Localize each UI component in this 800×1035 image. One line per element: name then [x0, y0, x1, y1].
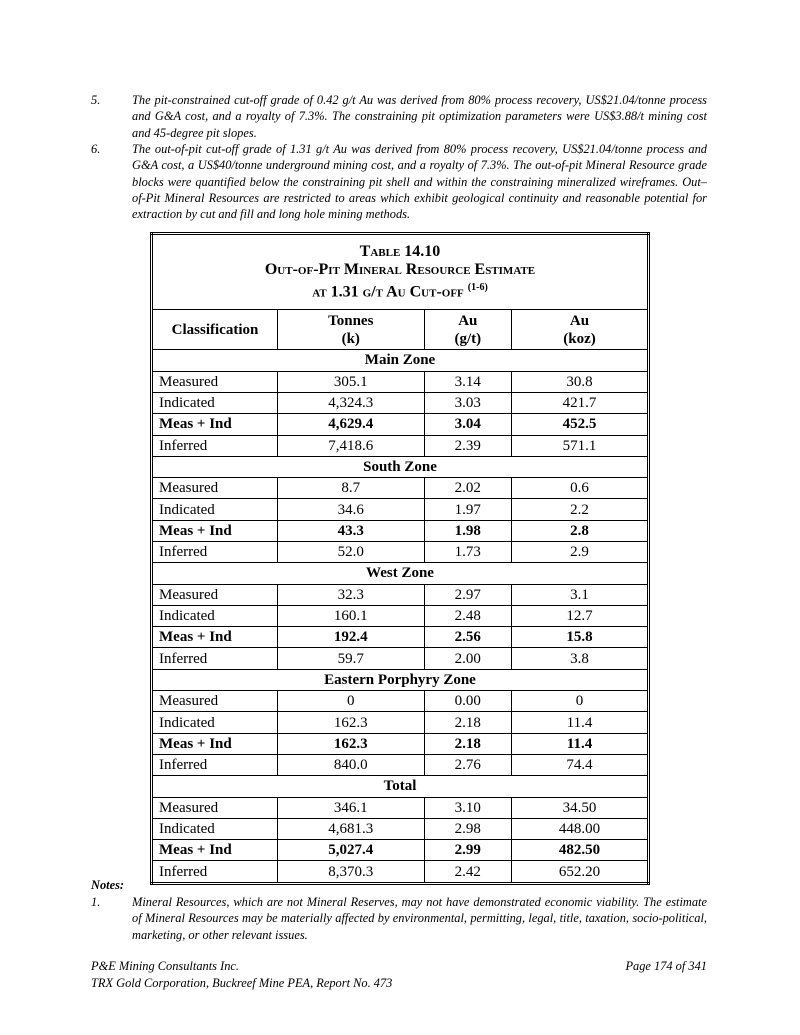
table-row — [152, 499, 649, 520]
table-title: Table 14.10 — [359, 243, 441, 260]
table-row — [152, 691, 649, 712]
note-text: The pit-constrained cut-off grade of 0.42 g/t Au was derived from 80% process recovery, US$21.04/tonne process and G&A cost, and a royalty of 7.3%. The constraining pit optimization parameters were US$3.88/t mining cost and 45-degree pit slopes. — [132, 93, 707, 140]
tonnes-cell: 43.3 — [278, 520, 425, 541]
header-unit: (koz) — [563, 330, 596, 347]
grade-cell: 1.97 — [424, 499, 512, 520]
grade-cell: 2.56 — [424, 627, 512, 648]
table-row — [152, 392, 649, 413]
zone-header-row — [152, 776, 649, 797]
table-row — [152, 840, 649, 861]
note-text: Mineral Resources, which are not Mineral Reserves, may not have demonstrated economic viability. The estimate of Mineral Resources may be materially affected by environmental, permitting, legal, title, taxation, socio-political, marketing, or other relevant issues. — [132, 895, 707, 942]
cutoff-text: at 1.31 g/t Au Cut-off — [312, 283, 464, 301]
ounces-cell: 2.2 — [512, 499, 649, 520]
ounces-cell: 0 — [512, 691, 649, 712]
grade-cell: 0.00 — [424, 691, 512, 712]
header-unit: (k) — [341, 330, 360, 347]
classification-cell: Inferred — [152, 754, 278, 775]
table-row — [152, 520, 649, 541]
classification-cell: Measured — [152, 797, 278, 818]
classification-cell: Meas + Ind — [152, 414, 278, 435]
table-row — [152, 797, 649, 818]
grade-cell: 3.10 — [424, 797, 512, 818]
table-row — [152, 371, 649, 392]
table-row — [152, 733, 649, 754]
note-number: 6. — [91, 142, 101, 156]
tonnes-cell: 162.3 — [278, 712, 425, 733]
ounces-cell: 11.4 — [512, 733, 649, 754]
note-text: The out-of-pit cut-off grade of 1.31 g/t Au was derived from 80% process recovery, US$21.04/tonne process and G&A cost, a US$40/tonne underground mining cost, and a royalty of 7.3%. The out-of-pit Mineral Resource grade blocks were quantified below the constraining pit shell and within the constraining mineralized wireframes. Out–of-Pit Mineral Resources are restricted to areas which exhibit geological continuity and reasonable potential for extraction by cut and fill and long hole mining methods. — [132, 142, 707, 222]
classification-cell: Meas + Ind — [152, 733, 278, 754]
tonnes-cell: 5,027.4 — [278, 840, 425, 861]
header-grade — [424, 310, 512, 350]
grade-cell: 2.18 — [424, 712, 512, 733]
tonnes-cell: 52.0 — [278, 542, 425, 563]
note-1 — [91, 894, 707, 943]
table-row — [152, 818, 649, 839]
table-subtitle: Out-of-Pit Mineral Resource Estimate — [264, 261, 536, 278]
table-row — [152, 542, 649, 563]
classification-cell: Meas + Ind — [152, 520, 278, 541]
grade-cell: 2.97 — [424, 584, 512, 605]
zone-name: Total — [152, 776, 649, 797]
table-cutoff — [153, 279, 647, 301]
ounces-cell: 571.1 — [512, 435, 649, 456]
notes-section — [91, 877, 707, 943]
header-text: Classification — [171, 321, 259, 338]
tonnes-cell: 162.3 — [278, 733, 425, 754]
header-tonnes — [278, 310, 425, 350]
tonnes-cell: 8.7 — [278, 478, 425, 499]
grade-cell: 2.76 — [424, 754, 512, 775]
note-number: 5. — [91, 93, 101, 107]
footnote-ref: (1-6) — [467, 282, 488, 293]
zone-header-row — [152, 563, 649, 584]
table-row — [152, 627, 649, 648]
classification-cell: Indicated — [152, 605, 278, 626]
table-caption — [152, 234, 649, 310]
classification-cell: Measured — [152, 584, 278, 605]
zone-name: Eastern Porphyry Zone — [152, 669, 649, 690]
header-classification — [152, 310, 278, 350]
ounces-cell: 12.7 — [512, 605, 649, 626]
table-row — [152, 712, 649, 733]
classification-cell: Indicated — [152, 818, 278, 839]
tonnes-cell: 32.3 — [278, 584, 425, 605]
grade-cell: 2.00 — [424, 648, 512, 669]
tonnes-cell: 160.1 — [278, 605, 425, 626]
classification-cell: Indicated — [152, 392, 278, 413]
tonnes-cell: 8,370.3 — [278, 861, 425, 883]
header-row — [152, 310, 649, 350]
classification-cell: Meas + Ind — [152, 840, 278, 861]
note-number: 1. — [91, 895, 101, 909]
grade-cell: 2.98 — [424, 818, 512, 839]
table-row — [152, 435, 649, 456]
header-unit: (g/t) — [454, 330, 482, 347]
tonnes-cell: 0 — [278, 691, 425, 712]
notes-heading: Notes: — [91, 878, 125, 892]
resource-table — [150, 232, 650, 885]
header-text: Au — [458, 312, 478, 329]
grade-cell: 3.14 — [424, 371, 512, 392]
tonnes-cell: 34.6 — [278, 499, 425, 520]
classification-cell: Measured — [152, 691, 278, 712]
grade-cell: 2.39 — [424, 435, 512, 456]
classification-cell: Measured — [152, 478, 278, 499]
page-number: Page 174 of 341 — [625, 959, 707, 973]
grade-cell: 1.98 — [424, 520, 512, 541]
ounces-cell: 482.50 — [512, 840, 649, 861]
tonnes-cell: 192.4 — [278, 627, 425, 648]
tonnes-cell: 7,418.6 — [278, 435, 425, 456]
classification-cell: Inferred — [152, 435, 278, 456]
table-row — [152, 414, 649, 435]
grade-cell: 2.48 — [424, 605, 512, 626]
table-row — [152, 754, 649, 775]
grade-cell: 2.02 — [424, 478, 512, 499]
ounces-cell: 3.8 — [512, 648, 649, 669]
table-row — [152, 584, 649, 605]
table-row — [152, 648, 649, 669]
classification-cell: Meas + Ind — [152, 627, 278, 648]
tonnes-cell: 346.1 — [278, 797, 425, 818]
grade-cell: 3.03 — [424, 392, 512, 413]
footer-company: P&E Mining Consultants Inc. — [91, 959, 239, 973]
ounces-cell: 30.8 — [512, 371, 649, 392]
classification-cell: Inferred — [152, 861, 278, 883]
ounces-cell: 2.9 — [512, 542, 649, 563]
classification-cell: Inferred — [152, 648, 278, 669]
note-6 — [91, 141, 707, 222]
ounces-cell: 0.6 — [512, 478, 649, 499]
classification-cell: Inferred — [152, 542, 278, 563]
grade-cell: 2.99 — [424, 840, 512, 861]
classification-cell: Indicated — [152, 712, 278, 733]
ounces-cell: 652.20 — [512, 861, 649, 883]
tonnes-cell: 4,324.3 — [278, 392, 425, 413]
header-text: Tonnes — [328, 312, 374, 329]
tonnes-cell: 840.0 — [278, 754, 425, 775]
zone-name: South Zone — [152, 456, 649, 477]
ounces-cell: 2.8 — [512, 520, 649, 541]
zone-header-row — [152, 456, 649, 477]
ounces-cell: 448.00 — [512, 818, 649, 839]
tonnes-cell: 4,681.3 — [278, 818, 425, 839]
grade-cell: 2.18 — [424, 733, 512, 754]
page-footer — [91, 958, 707, 992]
ounces-cell: 74.4 — [512, 754, 649, 775]
ounces-cell: 452.5 — [512, 414, 649, 435]
ounces-cell: 15.8 — [512, 627, 649, 648]
classification-cell: Indicated — [152, 499, 278, 520]
zone-header-row — [152, 669, 649, 690]
grade-cell: 3.04 — [424, 414, 512, 435]
zone-name: West Zone — [152, 563, 649, 584]
tonnes-cell: 305.1 — [278, 371, 425, 392]
ounces-cell: 3.1 — [512, 584, 649, 605]
ounces-cell: 34.50 — [512, 797, 649, 818]
grade-cell: 1.73 — [424, 542, 512, 563]
header-ounces — [512, 310, 649, 350]
ounces-cell: 11.4 — [512, 712, 649, 733]
table-row — [152, 605, 649, 626]
note-5 — [91, 92, 707, 141]
header-text: Au — [569, 312, 590, 329]
grade-cell: 2.42 — [424, 861, 512, 883]
table-row — [152, 478, 649, 499]
ounces-cell: 421.7 — [512, 392, 649, 413]
classification-cell: Measured — [152, 371, 278, 392]
tonnes-cell: 4,629.4 — [278, 414, 425, 435]
zone-name: Main Zone — [152, 350, 649, 371]
tonnes-cell: 59.7 — [278, 648, 425, 669]
footer-report: TRX Gold Corporation, Buckreef Mine PEA, Report No. 473 — [91, 976, 393, 990]
zone-header-row — [152, 350, 649, 371]
